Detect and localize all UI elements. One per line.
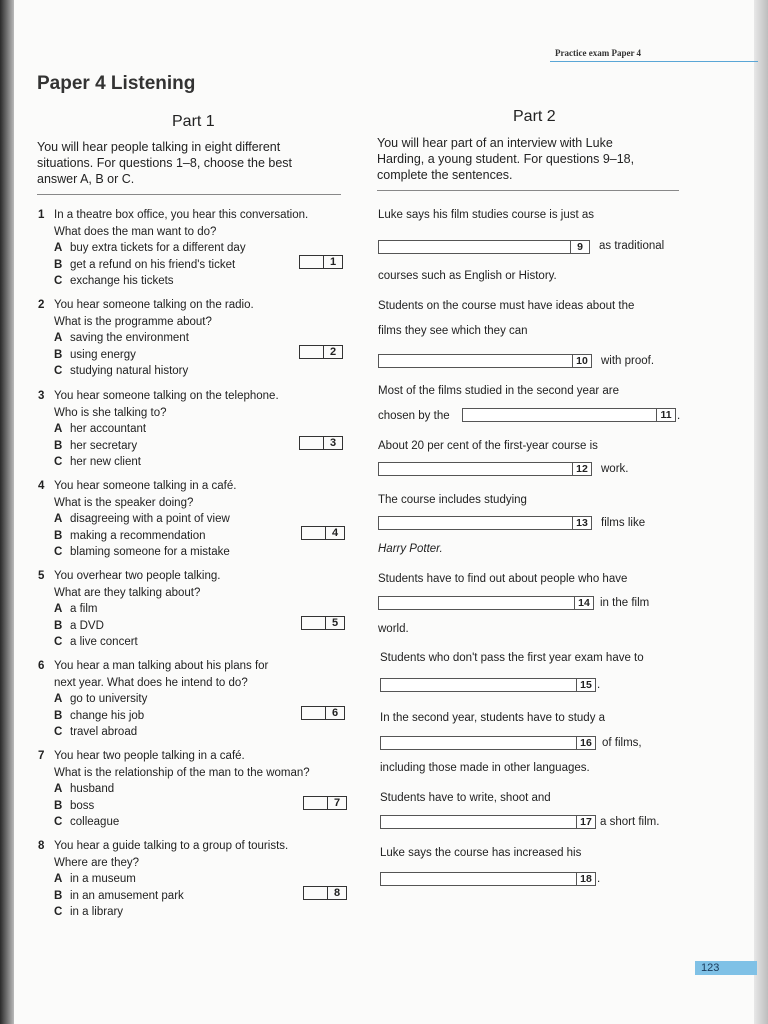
option-letter: A — [54, 693, 63, 705]
option-letter: B — [54, 619, 63, 632]
question-number: 5 — [38, 570, 45, 582]
answer-option[interactable] — [54, 330, 254, 347]
question-item — [38, 478, 236, 561]
answer-blank-15[interactable] — [380, 678, 596, 692]
question-stem: You hear a guide talking to a group of tourists. — [54, 840, 289, 852]
part1-intro — [37, 139, 292, 187]
sentence-text: Students have to find out about people who have — [378, 573, 628, 585]
option-text: boss — [70, 799, 95, 812]
sentence-text: world. — [378, 623, 409, 635]
sentence-text: including those made in other languages. — [380, 762, 590, 774]
blank-number: 16 — [576, 736, 595, 750]
answer-box-number: 2 — [323, 345, 342, 359]
answer-box-number: 8 — [327, 886, 346, 900]
answer-option[interactable] — [54, 240, 308, 257]
running-head-rule — [550, 61, 758, 62]
answer-option[interactable] — [54, 618, 220, 635]
sentence-text: Students have to write, shoot and — [380, 792, 551, 804]
paper-title: Paper 4 Listening — [37, 73, 196, 94]
answer-option[interactable] — [54, 634, 220, 651]
option-text: change his job — [70, 709, 145, 722]
answer-option[interactable] — [54, 257, 308, 274]
option-text: a live concert — [70, 636, 138, 648]
option-text: a DVD — [70, 619, 104, 632]
answer-option[interactable] — [54, 904, 288, 921]
sentence-text: Luke says the course has increased his — [380, 847, 582, 859]
option-text: saving the environment — [70, 332, 189, 344]
answer-box-number: 5 — [325, 616, 344, 630]
question-number: 2 — [38, 299, 45, 311]
option-text: her new client — [70, 456, 141, 468]
question-stem: In a theatre box office, you hear this conversation. — [54, 209, 309, 221]
option-text: get a refund on his friend's ticket — [70, 258, 236, 271]
sentence-text: . — [597, 679, 601, 691]
question-stem: You overhear two people talking. — [54, 570, 221, 582]
answer-blank-17[interactable] — [380, 815, 596, 829]
blank-number: 15 — [576, 678, 595, 692]
option-text: a film — [70, 603, 98, 615]
option-text: her accountant — [70, 423, 147, 435]
sentence-text: Harry Potter. — [378, 543, 443, 555]
answer-box-number: 7 — [327, 796, 346, 810]
sentence-text: About 20 per cent of the first-year course is — [378, 440, 598, 452]
option-letter: C — [54, 906, 63, 918]
answer-option[interactable] — [54, 544, 236, 561]
sentence-text: . — [597, 873, 601, 885]
answer-box[interactable] — [299, 255, 343, 269]
question-item — [38, 658, 268, 741]
option-letter: B — [54, 709, 63, 722]
option-letter: C — [54, 365, 63, 377]
sentence-text: The course includes studying — [378, 494, 527, 506]
blank-number: 12 — [572, 462, 591, 476]
answer-blank-9[interactable] — [378, 240, 590, 254]
sentence-text: Most of the films studied in the second year are — [378, 385, 619, 397]
question-stem: What does the man want to do? — [54, 225, 217, 238]
question-stem: You hear a man talking about his plans for — [54, 660, 269, 672]
question-stem: next year. What does he intend to do? — [54, 676, 248, 689]
question-stem: Who is she talking to? — [54, 406, 167, 419]
sentence-text: in the film — [600, 597, 650, 609]
answer-box[interactable] — [303, 796, 347, 810]
option-text: in a museum — [70, 873, 136, 885]
question-stem: You hear someone talking on the radio. — [54, 299, 254, 311]
answer-box-number: 3 — [323, 436, 342, 450]
sentence-text: work. — [601, 463, 629, 475]
question-stem: What is the speaker doing? — [54, 496, 194, 509]
option-letter: C — [54, 816, 63, 828]
option-text: in an amusement park — [70, 889, 184, 902]
answer-option[interactable] — [54, 871, 288, 888]
sentence-text: of films, — [602, 737, 642, 749]
sentence-text: as traditional — [599, 240, 665, 252]
part1-heading: Part 1 — [172, 113, 215, 130]
answer-option[interactable] — [54, 888, 288, 905]
answer-option[interactable] — [54, 421, 279, 438]
answer-blank-18[interactable] — [380, 872, 596, 886]
option-text: exchange his tickets — [70, 275, 174, 287]
answer-option[interactable] — [54, 363, 254, 380]
part2-intro-line: You will hear part of an interview with Luke — [377, 136, 613, 150]
part2-intro-line: complete the sentences. — [377, 168, 513, 182]
blank-number: 10 — [572, 354, 591, 368]
answer-option[interactable] — [54, 438, 279, 455]
answer-box[interactable] — [303, 886, 347, 900]
option-letter: A — [54, 603, 63, 615]
option-letter: B — [54, 799, 63, 812]
answer-option[interactable] — [54, 511, 236, 528]
question-number: 7 — [38, 750, 45, 762]
question-stem: What is the programme about? — [54, 315, 212, 328]
option-letter: C — [54, 456, 63, 468]
question-stem: You hear someone talking on the telephone. — [54, 390, 279, 402]
option-text: colleague — [70, 816, 120, 828]
option-letter: B — [54, 348, 63, 361]
question-item — [38, 207, 308, 290]
option-text: in a library — [70, 906, 124, 918]
option-letter: B — [54, 258, 63, 271]
option-letter: A — [54, 242, 63, 254]
answer-option[interactable] — [54, 691, 268, 708]
sentence-text: . — [677, 410, 681, 422]
question-item — [38, 838, 288, 921]
blank-number: 17 — [576, 815, 595, 829]
option-letter: A — [54, 423, 63, 435]
blank-number: 11 — [656, 408, 675, 422]
option-letter: A — [54, 873, 63, 885]
question-stem: What are they talking about? — [54, 586, 201, 599]
sentence-text: courses such as English or History. — [378, 270, 557, 282]
option-text: buy extra tickets for a different day — [70, 242, 246, 254]
part2-intro-line: Harding, a young student. For questions 9–18, — [377, 152, 635, 166]
answer-option[interactable] — [54, 781, 310, 798]
answer-box[interactable] — [301, 616, 345, 630]
answer-option[interactable] — [54, 814, 310, 831]
answer-option[interactable] — [54, 454, 279, 471]
question-stem: You hear someone talking in a café. — [54, 480, 237, 492]
part1-intro-line: You will hear people talking in eight different — [37, 140, 281, 154]
option-letter: B — [54, 889, 63, 902]
sentence-text: with proof. — [601, 355, 655, 367]
option-letter: B — [54, 439, 63, 452]
answer-box-number: 1 — [323, 255, 342, 269]
sentence-text: chosen by the — [378, 410, 450, 422]
answer-blank-10[interactable] — [378, 354, 592, 368]
option-text: husband — [70, 783, 115, 795]
sentence-text: Luke says his film studies course is just as — [378, 209, 595, 221]
option-letter: C — [54, 636, 63, 648]
answer-box[interactable] — [301, 526, 345, 540]
answer-blank-12[interactable] — [378, 462, 592, 476]
question-number: 1 — [38, 209, 45, 221]
option-letter: A — [54, 513, 63, 525]
answer-option[interactable] — [54, 601, 220, 618]
option-letter: B — [54, 529, 63, 542]
question-number: 3 — [38, 390, 45, 402]
question-item — [38, 388, 279, 471]
part2-heading: Part 2 — [513, 108, 556, 125]
answer-option[interactable] — [54, 273, 308, 290]
answer-box[interactable] — [301, 706, 345, 720]
sentence-text: a short film. — [600, 816, 660, 828]
option-text: disagreeing with a point of view — [70, 513, 230, 525]
blank-number: 9 — [570, 240, 589, 254]
sentence-text: films like — [601, 517, 646, 529]
page-edge — [754, 0, 768, 1024]
answer-option[interactable] — [54, 528, 236, 545]
answer-option[interactable] — [54, 798, 310, 815]
option-letter: C — [54, 726, 63, 738]
option-text: making a recommendation — [70, 529, 206, 542]
answer-box[interactable] — [299, 345, 343, 359]
answer-blank-14[interactable] — [378, 596, 594, 610]
question-stem: You hear two people talking in a café. — [54, 750, 245, 762]
answer-option[interactable] — [54, 724, 268, 741]
option-letter: A — [54, 332, 63, 344]
answer-blank-13[interactable] — [378, 516, 592, 530]
answer-blank-16[interactable] — [380, 736, 596, 750]
sentence-text: Students who don't pass the first year exam have to — [380, 652, 644, 664]
sentence-text: films they see which they can — [378, 325, 528, 337]
part2-intro — [377, 135, 634, 183]
part1-intro-line: situations. For questions 1–8, choose the best — [37, 156, 293, 170]
question-number: 8 — [38, 840, 45, 852]
question-item — [38, 297, 254, 380]
question-number: 6 — [38, 660, 45, 672]
part1-rule — [37, 194, 341, 195]
option-letter: C — [54, 275, 63, 287]
option-text: go to university — [70, 693, 148, 705]
option-text: using energy — [70, 348, 136, 361]
option-text: studying natural history — [70, 365, 189, 377]
question-item — [38, 568, 220, 651]
blank-number: 18 — [576, 872, 595, 886]
option-text: her secretary — [70, 439, 138, 452]
answer-option[interactable] — [54, 347, 254, 364]
page-number: 123 — [695, 961, 757, 975]
answer-box-number: 4 — [325, 526, 344, 540]
answer-blank-11[interactable] — [462, 408, 676, 422]
answer-box[interactable] — [299, 436, 343, 450]
option-text: travel abroad — [70, 726, 138, 738]
blank-number: 14 — [574, 596, 593, 610]
answer-option[interactable] — [54, 708, 268, 725]
question-stem: What is the relationship of the man to the woman? — [54, 766, 310, 779]
blank-number: 13 — [572, 516, 591, 530]
part1-intro-line: answer A, B or C. — [37, 172, 135, 186]
question-stem: Where are they? — [54, 856, 140, 869]
running-head: Practice exam Paper 4 — [555, 48, 642, 58]
question-item — [38, 748, 310, 831]
sentence-text: In the second year, students have to study a — [380, 712, 606, 724]
sentence-text: Students on the course must have ideas about the — [378, 300, 635, 312]
option-text: blaming someone for a mistake — [70, 546, 230, 558]
answer-box-number: 6 — [325, 706, 344, 720]
part2-rule — [377, 190, 679, 191]
option-letter: C — [54, 546, 63, 558]
option-letter: A — [54, 783, 63, 795]
question-number: 4 — [38, 480, 45, 492]
